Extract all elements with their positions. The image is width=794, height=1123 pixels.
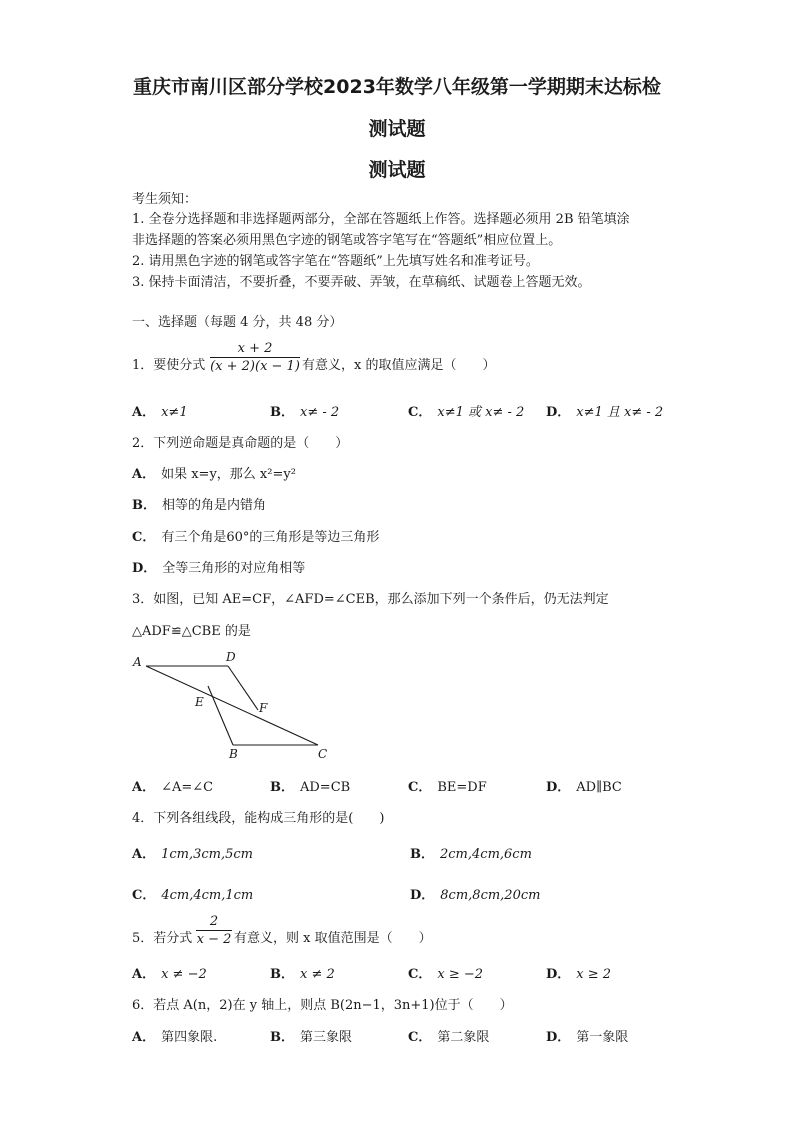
q3-stem-line1: 3．如图，已知 AE=CF，∠AFD=∠CEB，那么添加下列一个条件后，仍无法判定 (132, 592, 609, 607)
notice-line-4: 3. 保持卡面清洁，不要折叠，不要弄破、弄皱，在草稿纸、试题卷上答题无效。 (132, 275, 591, 290)
label-f: F (259, 701, 268, 715)
q2-option-a[interactable]: A． 如果 x=y，那么 x²=y² (132, 467, 296, 482)
q3-option-c[interactable]: C． BE=DF (408, 780, 487, 795)
q6-option-b[interactable]: B． 第三象限 (270, 1030, 353, 1045)
label-c: C (318, 747, 328, 761)
label-a: A (133, 655, 142, 669)
q5-frac-denominator: x − 2 (196, 932, 232, 947)
q3-figure (128, 648, 338, 763)
page-title-line3: 测试题 (368, 159, 426, 181)
page-title-line1: 重庆市南川区部分学校2023年数学八年级第一学期期末达标检 (133, 76, 661, 98)
q2-option-c[interactable]: C． 有三个角是60°的三角形是等边三角形 (132, 530, 380, 545)
q5-option-d[interactable]: D． x ≥ 2 (546, 967, 612, 982)
q6-stem: 6．若点 A(n，2)在 y 轴上，则点 B(2n−1，3n+1)位于（ ） (132, 998, 513, 1013)
label-b: B (229, 747, 238, 761)
q5-option-a[interactable]: A． x ≠ −2 (132, 967, 207, 982)
q5-option-b[interactable]: B． x ≠ 2 (270, 967, 335, 982)
q4-option-a[interactable]: A． 1cm,3cm,5cm (132, 847, 253, 862)
q3-option-d[interactable]: D． AD∥BC (546, 780, 622, 795)
q1-fraction (210, 341, 300, 374)
q6-option-c[interactable]: C． 第二象限 (408, 1030, 490, 1045)
q1-frac-numerator: x + 2 (237, 341, 273, 356)
label-d: D (226, 650, 236, 664)
q2-option-b[interactable]: B． 相等的角是内错角 (132, 498, 267, 513)
q5-suffix: 有意义，则 x 取值范围是（ ） (234, 931, 432, 946)
q4-option-c[interactable]: C． 4cm,4cm,1cm (132, 888, 254, 903)
segment-df (228, 666, 258, 710)
q1-option-c[interactable]: C． x≠1 或 x≠ - 2 (408, 405, 525, 420)
q1-frac-denominator: (x + 2)(x − 1) (210, 359, 300, 374)
section-heading: 一、选择题（每题 4 分，共 48 分） (132, 315, 343, 330)
notice-heading: 考生须知： (132, 192, 198, 207)
q5-prefix: 5．若分式 (132, 931, 193, 946)
q2-option-d[interactable]: D． 全等三角形的对应角相等 (132, 561, 306, 576)
q6-option-d[interactable]: D． 第一象限 (546, 1030, 629, 1045)
q2-stem: 2．下列逆命题是真命题的是（ ） (132, 436, 349, 451)
q1-option-d[interactable]: D． x≠1 且 x≠ - 2 (546, 405, 664, 420)
q4-option-d[interactable]: D． 8cm,8cm,20cm (410, 888, 541, 903)
q3-stem-line2: △ADF≌△CBE 的是 (132, 624, 251, 639)
q1-option-a[interactable]: A． x≠1 (132, 405, 188, 420)
q1-prefix: 1．要使分式 (132, 358, 206, 373)
q1-option-b[interactable]: B． x≠ - 2 (270, 405, 340, 420)
q5-fraction (196, 914, 232, 947)
segment-ac (146, 666, 318, 745)
notice-line-1: 1. 全卷分选择题和非选择题两部分，全部在答题纸上作答。选择题必须用 2B 铅笔填涂 (132, 212, 630, 227)
q6-option-a[interactable]: A． 第四象限. (132, 1030, 218, 1045)
segment-eb (208, 686, 233, 745)
notice-line-2: 非选择题的答案必须用黑色字迹的钢笔或答字笔写在“答题纸”相应位置上。 (132, 233, 562, 248)
q5-option-c[interactable]: C． x ≥ −2 (408, 967, 484, 982)
page-title-line2: 测试题 (368, 118, 426, 140)
q3-option-b[interactable]: B． AD=CB (270, 780, 351, 795)
q4-stem: 4．下列各组线段，能构成三角形的是( ) (132, 811, 385, 826)
label-e: E (195, 695, 204, 709)
q1-suffix: 有意义，x 的取值应满足（ ） (302, 358, 496, 373)
q4-option-b[interactable]: B． 2cm,4cm,6cm (410, 847, 532, 862)
q3-option-a[interactable]: A． ∠A=∠C (132, 780, 214, 795)
q5-frac-numerator: 2 (209, 914, 219, 929)
notice-line-3: 2. 请用黑色字迹的钢笔或答字笔在“答题纸”上先填写姓名和准考证号。 (132, 254, 539, 269)
